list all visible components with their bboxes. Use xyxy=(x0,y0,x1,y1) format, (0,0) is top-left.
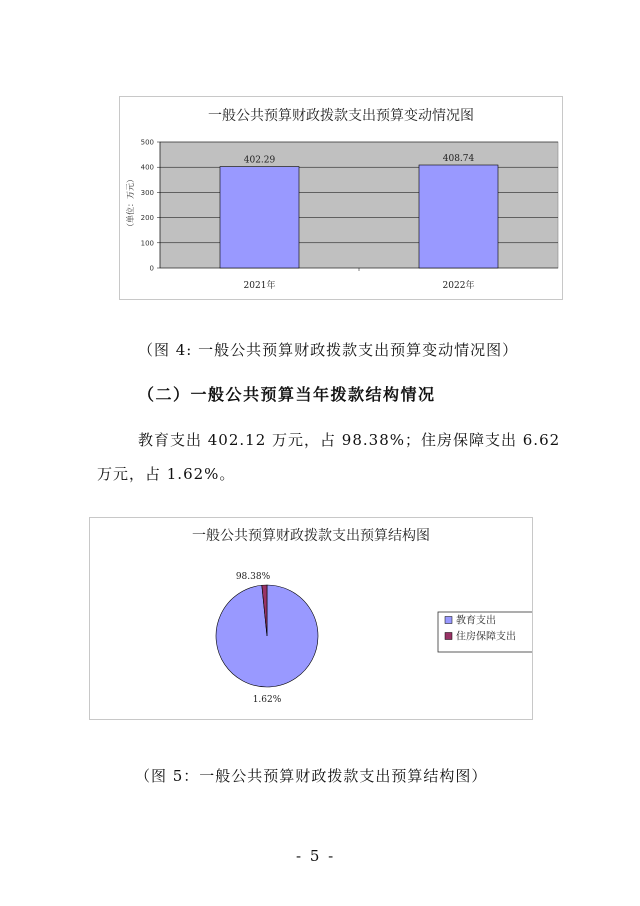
paragraph-line-2: 万元，占 1.62%。 xyxy=(97,465,236,483)
bar-2021年 xyxy=(220,167,299,268)
pie-chart-frame xyxy=(89,517,533,720)
paragraph-line-1: 教育支出 402.12 万元，占 98.38%；住房保障支出 6.62 xyxy=(138,431,561,449)
legend-swatch xyxy=(445,633,452,640)
y-tick-label: 300 xyxy=(140,188,154,197)
pie-data-label: 98.38% xyxy=(235,572,271,582)
bar-chart-title: 一般公共预算财政拨款支出预算变动情况图 xyxy=(208,108,474,124)
y-tick-label: 200 xyxy=(140,214,154,223)
legend-label: 住房保障支出 xyxy=(456,631,516,643)
bar-chart-frame xyxy=(119,96,563,300)
bar-chart-plot-area xyxy=(141,139,558,292)
pie-chart-title: 一般公共预算财政拨款支出预算结构图 xyxy=(192,528,430,544)
y-axis-label: （单位：万元） xyxy=(126,175,135,231)
bar-data-label: 408.74 xyxy=(442,153,475,164)
section-heading: （二）一般公共预算当年拨款结构情况 xyxy=(138,385,436,404)
legend-label: 教育支出 xyxy=(456,615,496,627)
pie-plot-area xyxy=(216,572,318,705)
pie-legend xyxy=(438,612,532,652)
x-category-label: 2022年 xyxy=(442,281,475,291)
figure-4-caption: （图 4: 一般公共预算财政拨款支出预算变动情况图） xyxy=(138,341,519,359)
y-tick-label: 100 xyxy=(140,239,154,248)
bar-chart xyxy=(120,97,562,299)
x-category-label: 2021年 xyxy=(243,281,276,291)
figure-5-caption: （图 5：一般公共预算财政拨款支出预算结构图） xyxy=(135,767,488,785)
pie-data-label: 1.62% xyxy=(252,695,282,705)
pie-chart xyxy=(90,518,532,719)
y-tick-label: 0 xyxy=(149,264,154,273)
page-number: - 5 - xyxy=(296,847,336,865)
legend-swatch xyxy=(445,617,452,624)
y-tick-label: 500 xyxy=(140,138,154,147)
bar-data-label: 402.29 xyxy=(243,155,276,166)
bar-2022年 xyxy=(419,165,498,268)
y-tick-label: 400 xyxy=(140,163,154,172)
